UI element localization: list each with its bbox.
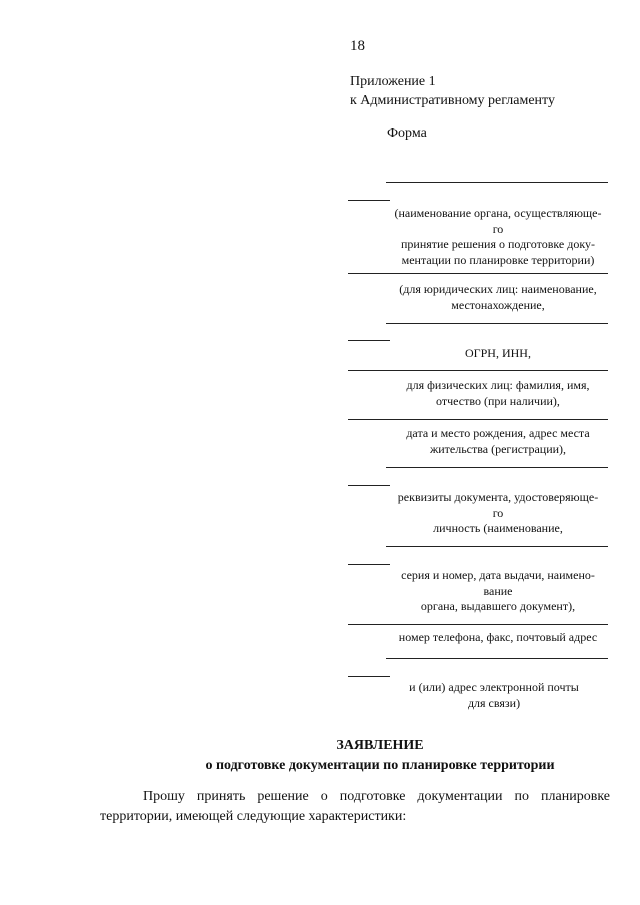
fill-line[interactable] [348,273,608,274]
caption-document-3: личность (наименование, [433,521,563,535]
body-paragraph: Прошу принять решение о подготовке документации по планировке территории, имеющей следующие характеристики: [100,789,610,824]
caption-phone: номер телефона, факс, почтовый адрес [398,630,598,644]
fill-line[interactable] [386,182,608,183]
caption-organ-3: принятие решения о подготовке доку- [400,237,596,251]
page-number: 18 [350,38,365,54]
fill-line[interactable] [386,546,608,547]
caption-legal-2: местонахождение, [451,297,545,312]
caption-legal [384,282,612,313]
caption-series [384,568,612,615]
fill-line[interactable] [348,419,608,420]
document-subtitle: о подготовке документации по планировке территории [205,758,555,773]
caption-legal-1: (для юридических лиц: наименование, [399,282,597,296]
caption-physical [384,378,612,409]
caption-document-2: го [492,505,504,520]
appendix-header [350,72,555,110]
fill-line[interactable] [386,467,608,468]
fill-line[interactable] [348,200,390,201]
caption-physical-1: для физических лиц: фамилия, имя, [406,378,590,392]
caption-ogrn: ОГРН, ИНН, [465,346,531,360]
caption-birth-2: жительства (регистрации), [429,441,567,456]
fill-line[interactable] [348,485,390,486]
fill-line[interactable] [386,323,608,324]
caption-organ-1: (наименование органа, осуществляюще- [394,206,602,220]
caption-document-1: реквизиты документа, удостоверяюще- [397,490,599,504]
caption-document [384,490,612,537]
caption-organ [384,206,612,268]
caption-physical-2: отчество (при наличии), [436,393,560,408]
fill-line[interactable] [386,658,608,659]
caption-organ-4: ментации по планировке территории) [401,252,595,267]
appendix-line-1: Приложение 1 [350,74,436,89]
caption-email-2: для связи) [467,695,521,710]
fill-line[interactable] [348,676,390,677]
form-label: Форма [387,126,427,141]
caption-email [380,680,608,711]
appendix-line-2: к Административному регламенту [350,93,555,108]
document-title: ЗАЯВЛЕНИЕ [336,738,424,753]
caption-series-1: серия и номер, дата выдачи, наимено- [401,568,595,582]
caption-organ-2: го [492,221,504,236]
caption-email-1: и (или) адрес электронной почты [409,680,579,694]
caption-birth-1: дата и место рождения, адрес места [406,426,590,440]
caption-series-3: органа, выдавшего документ), [420,599,576,613]
caption-series-2: вание [483,583,513,598]
fill-line[interactable] [348,340,390,341]
fill-line[interactable] [348,370,608,371]
fill-line[interactable] [348,564,390,565]
fill-line[interactable] [348,624,608,625]
caption-birth [384,426,612,457]
